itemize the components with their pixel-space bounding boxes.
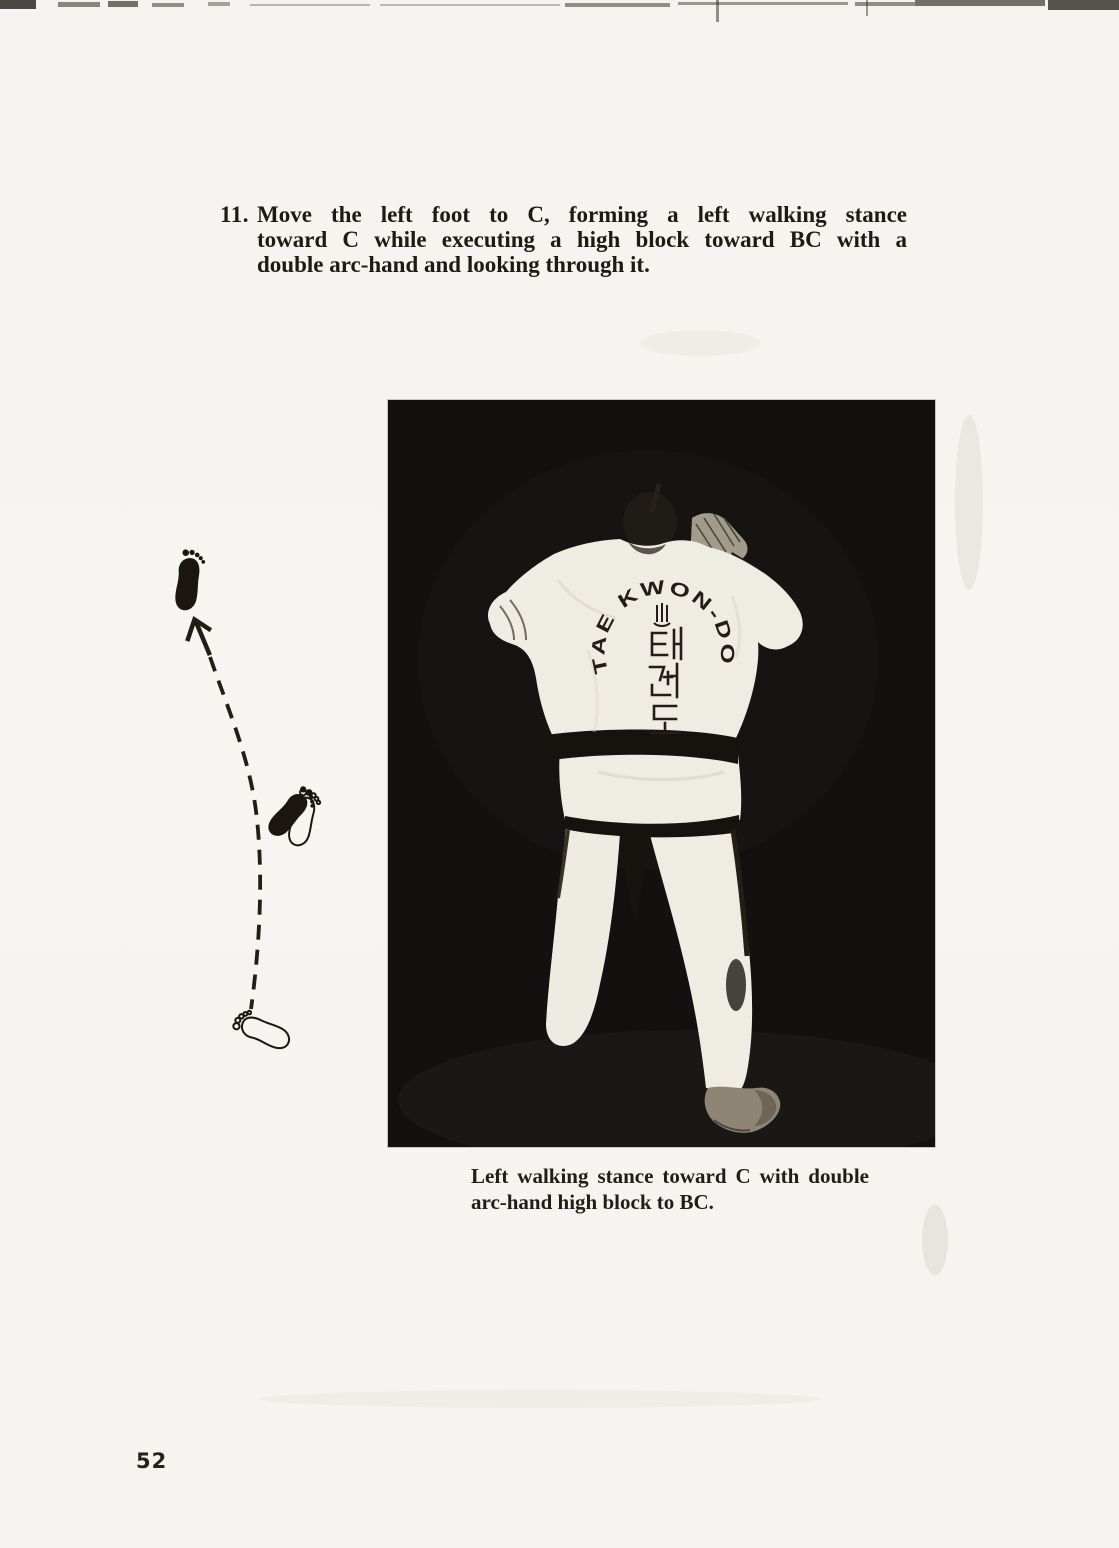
step-text-line: Move the left foot to C, forming a left walking stance: [257, 202, 907, 227]
photo-caption: [471, 1164, 869, 1215]
step-text-line: toward C while executing a high block toward BC with a: [257, 226, 907, 252]
scan-smudge: [640, 330, 760, 356]
page-number: 52: [136, 1449, 168, 1473]
destination-footprint-solid: [174, 549, 206, 612]
instruction-step: [220, 203, 907, 277]
caption-line: arc-hand high block to BC.: [471, 1189, 714, 1214]
pant-shadow: [726, 959, 746, 1011]
start-footprint-outline: [231, 1007, 294, 1052]
step-number: 11.: [220, 202, 249, 227]
photo-figure: [388, 400, 935, 1147]
movement-arrow-icon: [188, 620, 209, 654]
movement-path-dashed: [210, 657, 260, 1009]
back-text-arc: TAE KWON-DO: [588, 577, 738, 676]
scan-smudge: [922, 1205, 948, 1275]
scan-smudge: [260, 1390, 820, 1408]
scan-smudge: [955, 415, 983, 590]
page-edge-artifact: [0, 0, 1119, 26]
step-text-line: double arc-hand and looking through it.: [257, 251, 650, 277]
footwork-diagram: [130, 545, 350, 1065]
caption-line: Left walking stance toward C with double: [471, 1164, 869, 1188]
step-text: [257, 203, 907, 277]
technique-photo: [388, 400, 935, 1147]
